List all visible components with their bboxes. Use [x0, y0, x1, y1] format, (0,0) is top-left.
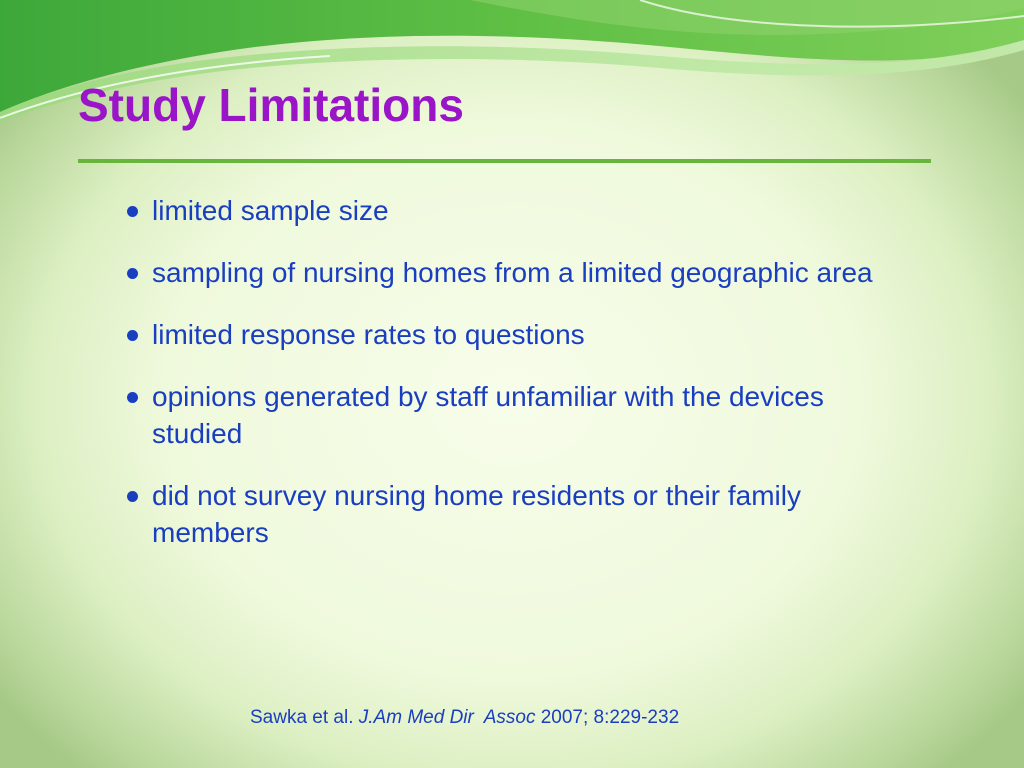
- citation-details: 2007; 8:229-232: [535, 707, 680, 728]
- list-item: [124, 316, 884, 353]
- bullet-icon: [127, 392, 138, 403]
- citation-journal: J.Am Med Dir Assoc: [358, 707, 536, 728]
- list-item-text: sampling of nursing homes from a limited geographic area: [152, 257, 873, 288]
- list-item-text: limited response rates to questions: [152, 319, 585, 350]
- list-item-text: opinions generated by staff unfamiliar with the devices studied: [152, 381, 824, 449]
- bullet-icon: [127, 206, 138, 217]
- list-item: [124, 477, 884, 551]
- list-item: [124, 254, 884, 291]
- citation: [250, 707, 679, 729]
- list-item: [124, 378, 884, 452]
- citation-authors: Sawka et al.: [250, 707, 359, 728]
- limitations-list: [124, 192, 884, 576]
- title-underline: [78, 159, 931, 163]
- list-item-text: limited sample size: [152, 195, 389, 226]
- bullet-icon: [127, 491, 138, 502]
- list-item: [124, 192, 884, 229]
- list-item-text: did not survey nursing home residents or their family members: [152, 480, 801, 548]
- slide-title: Study Limitations: [78, 79, 464, 131]
- bullet-icon: [127, 330, 138, 341]
- bullet-icon: [127, 268, 138, 279]
